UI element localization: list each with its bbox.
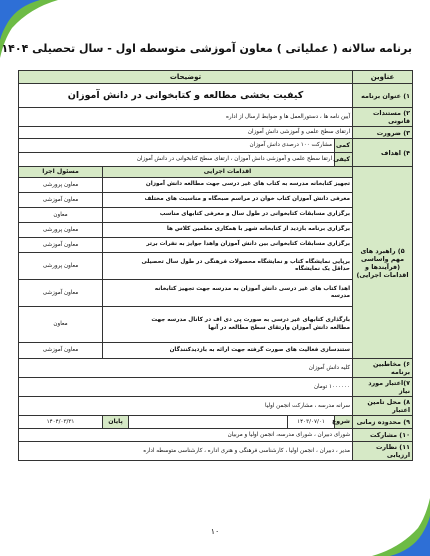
participants-value: شورای دبیران ، شورای مدرسه، انجمن اولیا و مربیان xyxy=(19,429,353,442)
action-line: اهدا کتاب های غیر درسی دانش آموزان به مدرسه جهت تجهیز کتابخانه xyxy=(154,285,351,292)
program-title-label: ۱) عنوان برنامه xyxy=(353,84,413,108)
timeframe-start: ۱۴۰۳/۰۷/۰۱ xyxy=(288,416,335,429)
necessity-row xyxy=(19,127,413,139)
action-responsible: معاون پرورشی xyxy=(19,253,103,280)
necessity-label: ۳) ضرورت xyxy=(353,127,413,139)
evaluation-label: ۱۱) نظارت ارزیابی xyxy=(353,442,413,461)
goals-quant-value: مشارکت ۱۰۰ درصدی دانش آموزان xyxy=(19,139,335,153)
header-titles: عناوین xyxy=(353,71,413,84)
action-text xyxy=(103,253,353,280)
action-line: مدرسه xyxy=(330,293,351,299)
corner-ornament-bottom-right xyxy=(368,494,430,556)
table-header-row xyxy=(19,71,413,84)
action-responsible: معاون xyxy=(19,307,103,343)
legal-value: آیین نامه ها ، دستورالعمل ها و ضوابط ارسال از اداره xyxy=(19,108,353,127)
goals-qual-label: کیفی xyxy=(335,153,353,167)
timeframe-spacer xyxy=(129,416,288,429)
timeframe-end-label: پایان xyxy=(103,416,129,429)
program-title-value: کیفیت بخشی مطالعه و کتابخوانی در دانش آموزان xyxy=(19,84,353,108)
goals-label: ۴) اهداف xyxy=(353,139,413,167)
action-responsible: معاون پرورشی xyxy=(19,223,103,238)
source-value: سرانه مدرسه ، مشارکت انجمن اولیا xyxy=(19,397,353,416)
legal-label: ۲) مستندات قانونی xyxy=(353,108,413,127)
program-title-row xyxy=(19,84,413,108)
evaluation-value: مدیر ، دبیران ، انجمن اولیا ، کارشناسی فرهنگی و هنری اداره ، کارشناسی متوسطه اداره xyxy=(19,442,353,461)
strategies-header-row xyxy=(19,167,413,178)
action-responsible: معاون آموزشی xyxy=(19,193,103,208)
participants-row xyxy=(19,429,413,442)
action-line: مطالعه دانش آموزان وارتقای سطح مطالعه در آنها xyxy=(208,324,351,331)
timeframe-end: ۱۴۰۴/۰۳/۳۱ xyxy=(19,416,103,429)
budget-value: ۱۰۰۰۰۰۰ تومان xyxy=(19,378,353,397)
action-line: برپایی نمایشگاه کتاب و نمایشگاه محصولات فرهنگی در طول سال تحصیلی xyxy=(141,258,351,265)
action-text: تجهیز کتابخانه مدرسه به کتاب های غیر درسی جهت مطالعه دانش آموزان xyxy=(103,178,353,193)
action-responsible: معاون xyxy=(19,208,103,223)
action-responsible: معاون آموزشی xyxy=(19,280,103,307)
action-responsible: معاون آموزشی xyxy=(19,238,103,253)
action-text: ستندسازی فعالیت های صورت گرفته جهت ارائه به بازدیدکنندگان xyxy=(103,343,353,359)
strategies-label: ۵) راهبرد های مهم واساسی (فرآیندها و اقدامات اجرایی) xyxy=(353,167,413,359)
action-text: برگزاری مسابقات کتابخوانی در طول سال و معرفی کتابهای مناسب xyxy=(103,208,353,223)
legal-row xyxy=(19,108,413,127)
page-number: ۱۰ xyxy=(210,527,220,536)
necessity-value: ارتقای سطح علمی و آموزشی دانش آموزان xyxy=(19,127,353,139)
audience-row xyxy=(19,359,413,378)
action-line: بارگذاری کتابهای غیر درسی به صورت پی دی اف در کانال مدرسه جهت xyxy=(151,317,351,324)
page-title: برنامه سالانه ( عملیاتی ) معاون آموزشی متوسطه اول - سال تحصیلی ۱۴۰۴ xyxy=(1,42,412,55)
resp-header: مسئول اجرا xyxy=(19,167,103,178)
action-text: برگزاری برنامه بازدید از کتابخانه شهر با همکاری معلمین کلاس ها xyxy=(103,223,353,238)
budget-label: ۷)اعتبار مورد نیاز xyxy=(353,378,413,397)
action-text xyxy=(103,307,353,343)
budget-row xyxy=(19,378,413,397)
program-table xyxy=(18,70,413,461)
evaluation-row xyxy=(19,442,413,461)
action-responsible: معاون آموزشی xyxy=(19,343,103,359)
action-text: معرفی دانش آموزان کتاب خوان در مراسم صبحگاه و مناسبت های مختلف xyxy=(103,193,353,208)
audience-value: کلیه دانش آموزان xyxy=(19,359,353,378)
action-text xyxy=(103,280,353,307)
source-row xyxy=(19,397,413,416)
source-label: ۸) محل تامین اعتبار xyxy=(353,397,413,416)
goals-row-quant xyxy=(19,139,413,153)
action-line: حداقل یک نمایشگاه xyxy=(295,266,351,272)
timeframe-row xyxy=(19,416,413,429)
timeframe-start-label: شروع xyxy=(335,416,353,429)
actions-header: اقدامات اجرایی xyxy=(103,167,353,178)
action-responsible: معاون پرورشی xyxy=(19,178,103,193)
audience-label: ۶) مخاطبین برنامه xyxy=(353,359,413,378)
goals-quant-label: کمی xyxy=(335,139,353,153)
timeframe-label: ۹) محدوده زمانی xyxy=(353,416,413,429)
participants-label: ۱۰) مشارکت xyxy=(353,429,413,442)
action-text: برگزاری مسابقات کتابخوانی بین دانش آموزان واهدا جوایز به نفرات برتر xyxy=(103,238,353,253)
header-descriptions: توضیحات xyxy=(19,71,353,84)
goals-qual-value: ارتقا سطح علمی و آموزشی دانش آموزان ، ارتقای سطح کتابخوانی در دانش آموزان xyxy=(19,153,335,167)
